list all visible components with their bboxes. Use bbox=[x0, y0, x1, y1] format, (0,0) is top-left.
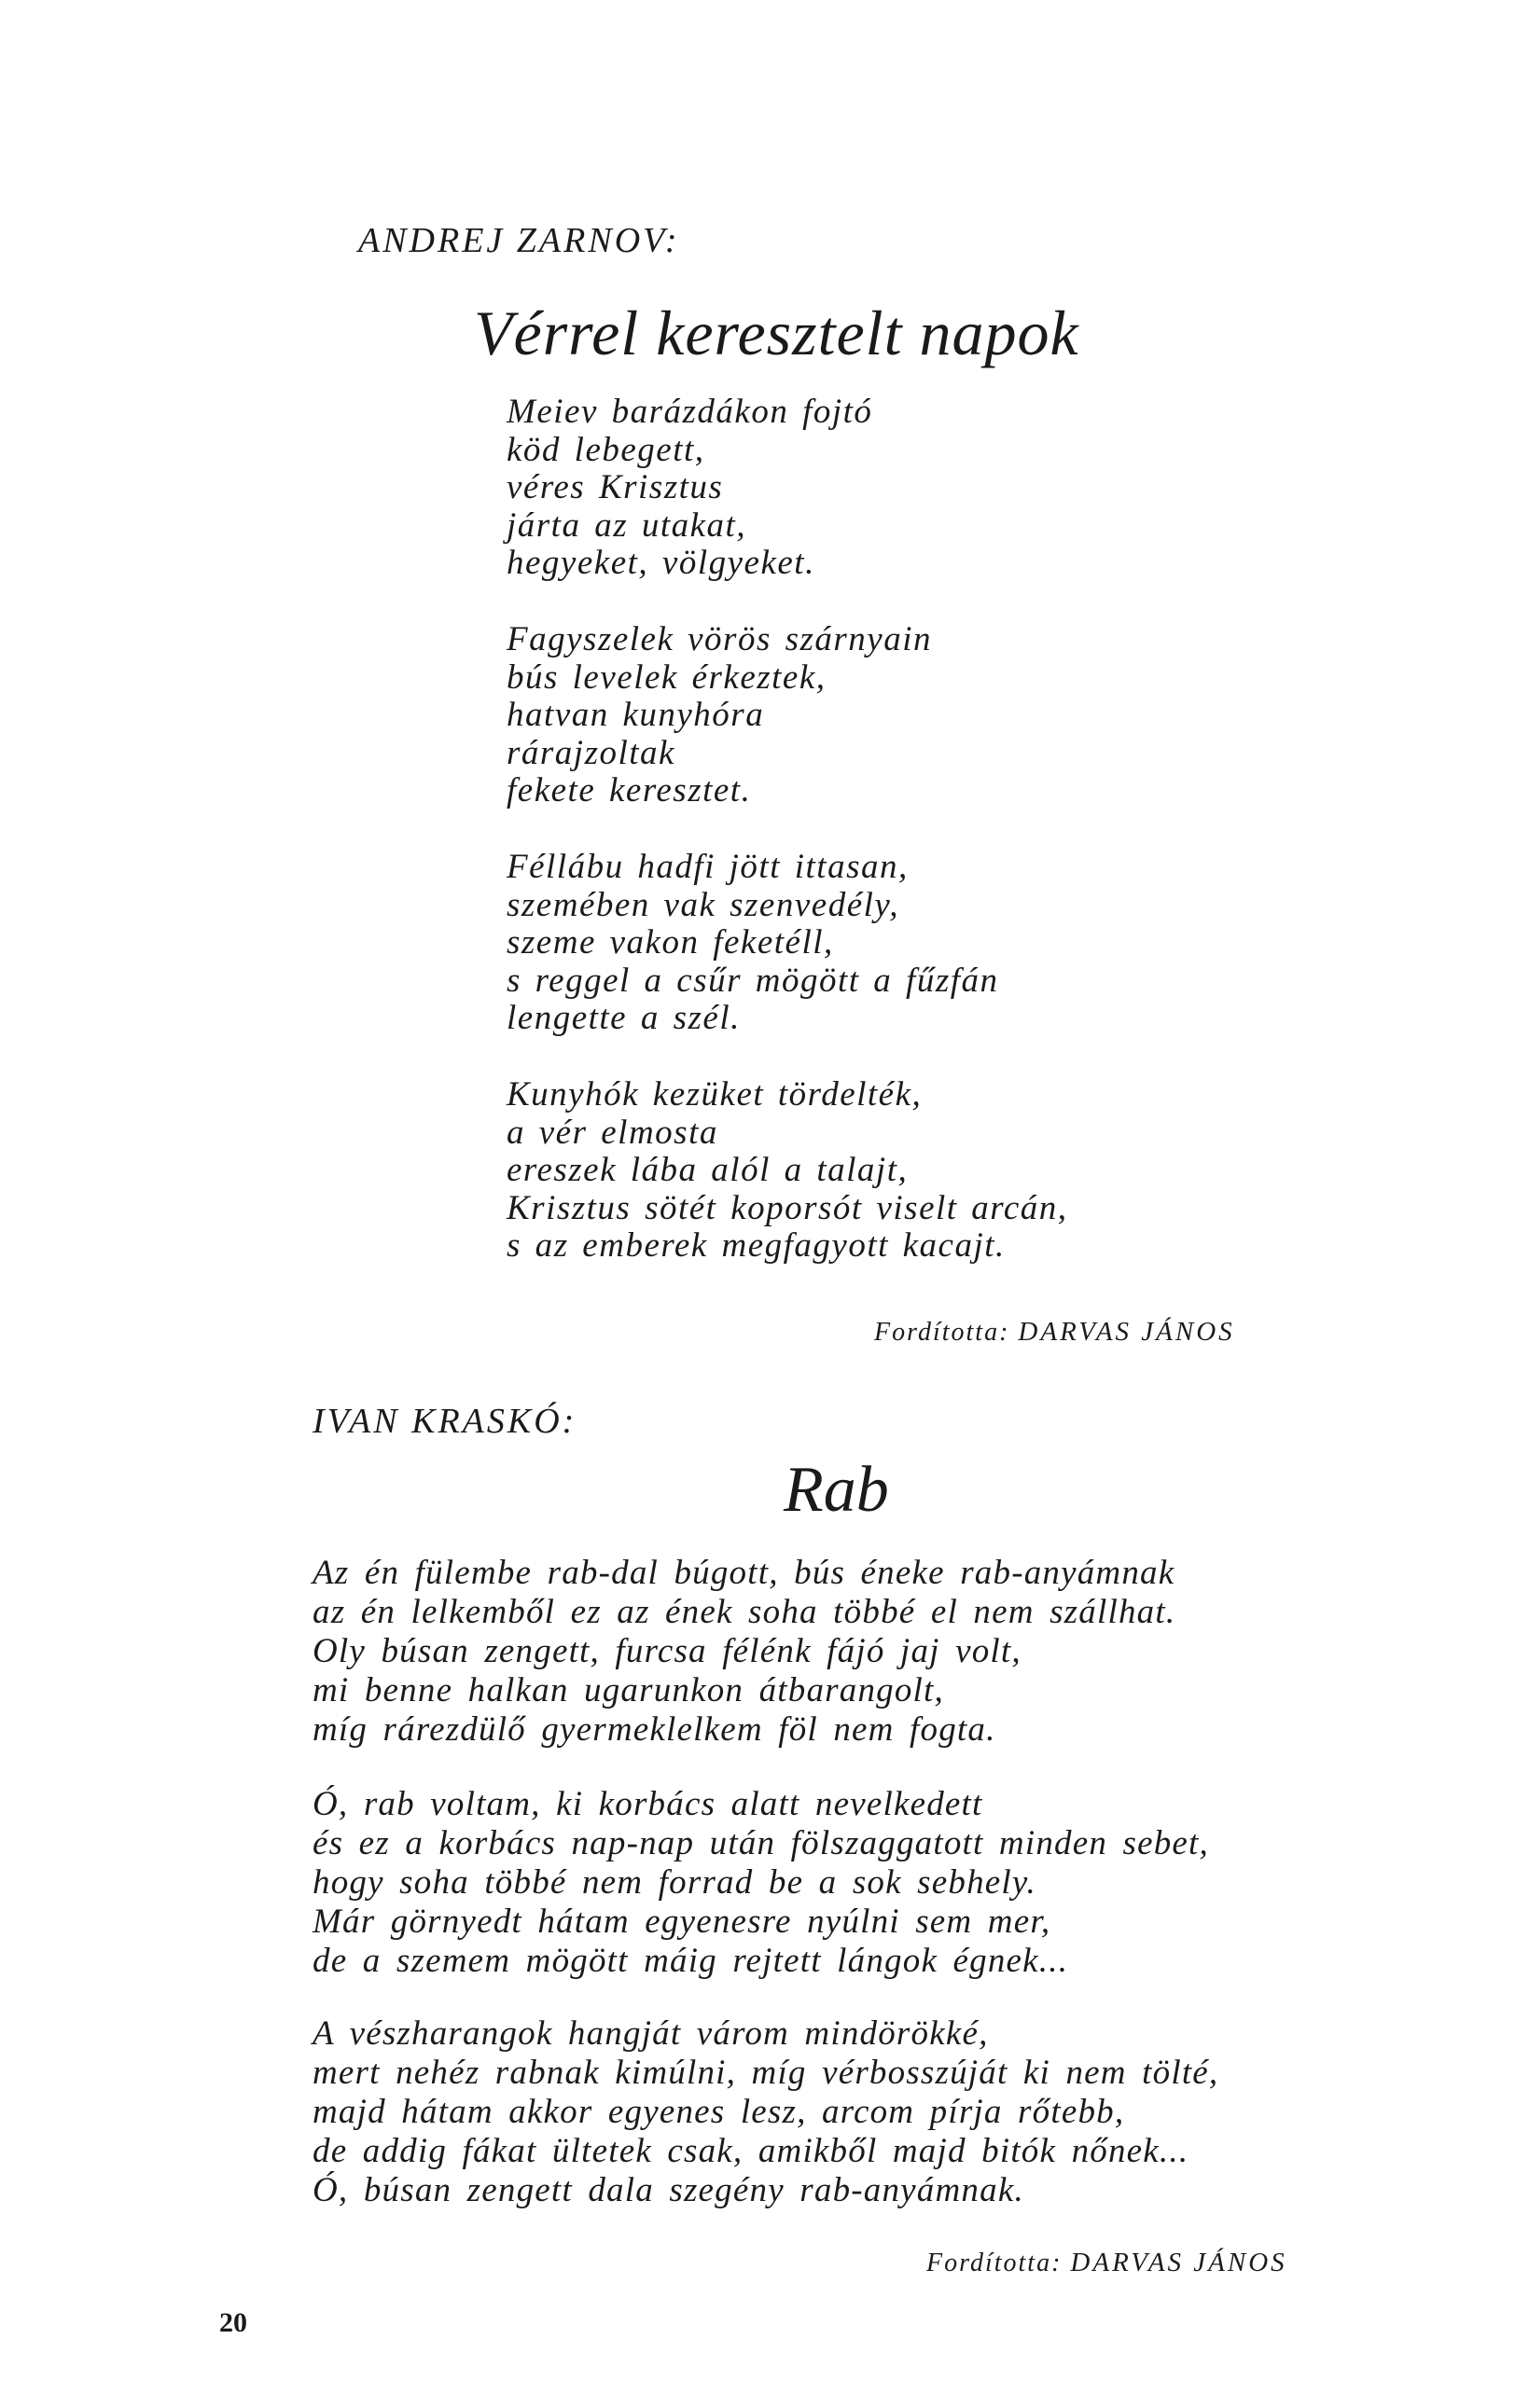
verse-line: Fagyszelek vörös szárnyain bbox=[507, 620, 932, 658]
verse-line: ereszek lába alól a talajt, bbox=[507, 1151, 909, 1190]
translator-name: DARVAS JÁNOS bbox=[1018, 1317, 1235, 1347]
verse-line: Oly búsan zengett, furcsa félénk fájó jaj volt, bbox=[313, 1632, 1022, 1670]
verse-line: mi benne halkan ugarunkon átbarangolt, bbox=[313, 1671, 944, 1709]
verse-line: Az én fülembe rab-dal búgott, bús éneke rab-anyámnak bbox=[313, 1554, 1175, 1592]
poem2-stanza-1 bbox=[313, 1554, 1175, 1750]
verse-line: az én lelkemből ez az ének soha többé el nem szállhat. bbox=[313, 1593, 1176, 1631]
verse-line: lengette a szél. bbox=[507, 999, 741, 1038]
verse-line: hogy soha többé nem forrad be a sok sebhely. bbox=[313, 1863, 1036, 1902]
verse-line: s az emberek megfagyott kacajt. bbox=[507, 1226, 1006, 1266]
verse-line: Meiev barázdákon fojtó bbox=[507, 393, 873, 431]
poem1-stanza-2 bbox=[507, 621, 932, 810]
verse-line: majd hátam akkor egyenes lesz, arcom pírja rőtebb, bbox=[313, 2093, 1125, 2131]
verse-line: mert nehéz rabnak kimúlni, míg vérbosszúját ki nem tölté, bbox=[313, 2054, 1219, 2092]
verse-line: szemében vak szenvedély, bbox=[507, 885, 900, 924]
verse-line: Ó, rab voltam, ki korbács alatt nevelkedett bbox=[313, 1785, 983, 1823]
verse-line: hegyeket, völgyeket. bbox=[507, 544, 815, 583]
verse-line: s reggel a csűr mögött a fűzfán bbox=[507, 961, 999, 1000]
verse-line: Féllábu hadfi jött ittasan, bbox=[507, 848, 909, 886]
poem2-credit bbox=[926, 2248, 1287, 2278]
poem1-stanza-4 bbox=[507, 1076, 1068, 1266]
verse-line: véres Krisztus bbox=[507, 468, 724, 507]
verse-line: köd lebegett, bbox=[507, 430, 705, 469]
verse-line: bús levelek érkeztek, bbox=[507, 657, 827, 697]
verse-line: hatvan kunyhóra bbox=[507, 696, 765, 735]
verse-line: járta az utakat, bbox=[507, 505, 747, 545]
poem2-title: Rab bbox=[784, 1454, 889, 1526]
verse-line: A vészharangok hangját várom mindörökké, bbox=[313, 2014, 989, 2053]
verse-line: Ó, búsan zengett dala szegény rab-anyámnak. bbox=[313, 2171, 1024, 2209]
poem1-author: ANDREJ ZARNOV: bbox=[358, 221, 680, 260]
poem1-stanza-1 bbox=[507, 394, 872, 583]
verse-line: fekete keresztet. bbox=[507, 771, 752, 810]
poem1-credit bbox=[874, 1317, 1235, 1348]
poem1-stanza-3 bbox=[507, 849, 999, 1038]
poem2-author: IVAN KRASKÓ: bbox=[313, 1402, 577, 1441]
verse-line: Már görnyedt hátam egyenesre nyúlni sem mer, bbox=[313, 1903, 1051, 1941]
credit-label: Fordította: bbox=[926, 2249, 1063, 2277]
poem2-stanza-3 bbox=[313, 2014, 1218, 2210]
poem1-title: Vérrel keresztelt napok bbox=[474, 298, 1079, 368]
credit-label: Fordította: bbox=[874, 1318, 1010, 1347]
verse-line: rárajzoltak bbox=[507, 733, 675, 772]
verse-line: Krisztus sötét koporsót viselt arcán, bbox=[507, 1188, 1068, 1227]
translator-name: DARVAS JÁNOS bbox=[1070, 2248, 1287, 2277]
verse-line: szeme vakon feketéll, bbox=[507, 923, 834, 962]
verse-line: a vér elmosta bbox=[507, 1113, 718, 1152]
verse-line: de addig fákat ültetek csak, amikből majd bitók nőnek... bbox=[313, 2132, 1189, 2170]
poem2-stanza-2 bbox=[313, 1785, 1209, 1981]
page-number: 20 bbox=[219, 2307, 247, 2338]
verse-line: Kunyhók kezüket tördelték, bbox=[507, 1075, 923, 1114]
verse-line: míg rárezdülő gyermeklelkem föl nem fogta. bbox=[313, 1710, 996, 1749]
verse-line: de a szemem mögött máig rejtett lángok égnek... bbox=[313, 1942, 1069, 1980]
verse-line: és ez a korbács nap-nap után fölszaggatott minden sebet, bbox=[313, 1824, 1209, 1862]
